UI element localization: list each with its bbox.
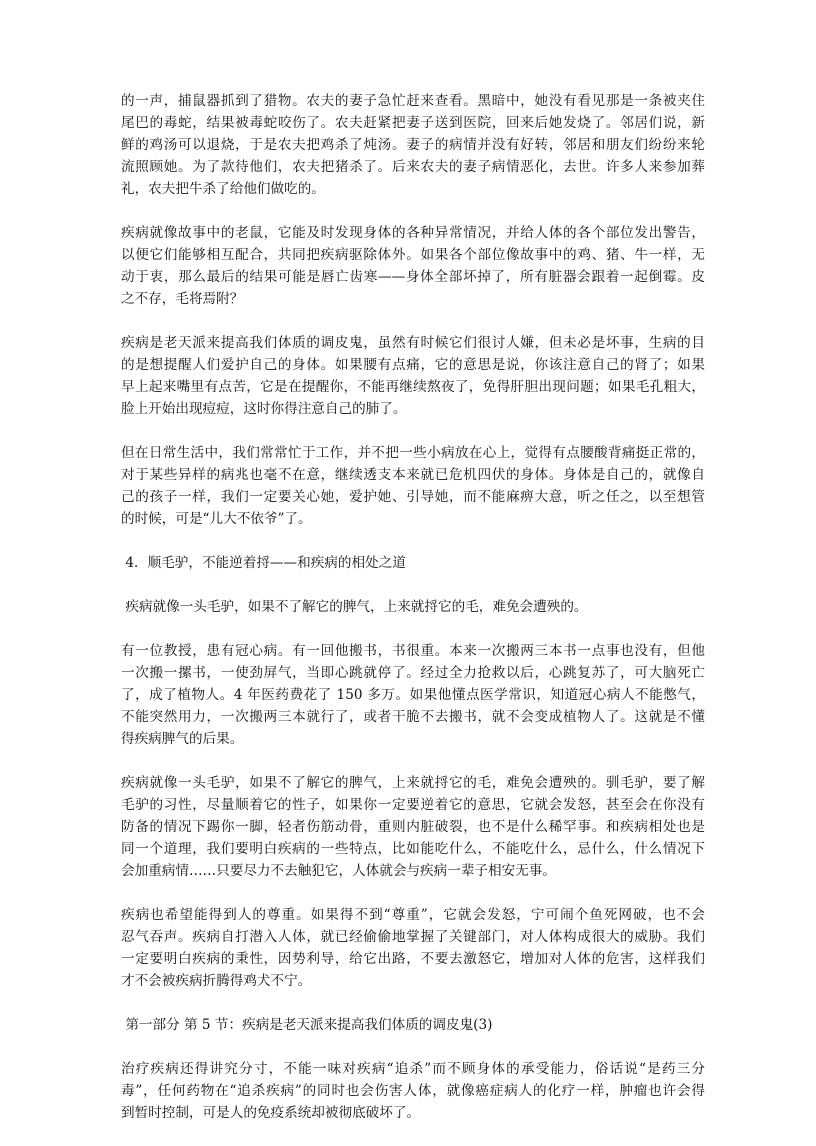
text-line: 会加重病情……只要尽力不去触犯它，人体就会与疾病一辈子相安无事。 xyxy=(121,863,556,879)
text-line: 的一声，捕鼠器抓到了猎物。农夫的妻子急忙赶来查看。黑暗中，她没有看见那是一条被夹住 xyxy=(121,93,705,109)
text-line: 才不会被疾病折腾得鸡犬不宁。 xyxy=(121,973,312,989)
text-line: 对于某些异样的病兆也毫不在意，继续透支本来就已危机四伏的身体。身体是自己的，就像自 xyxy=(121,467,705,483)
text-line: 忍气吞声。疾病自打潜入人体，就已经偷偷地掌握了关键部门，对人体构成很大的威胁。我们 xyxy=(121,929,705,945)
text-line: 治疗疾病还得讲究分寸，不能一味对疾病“追杀”而不顾身体的承受能力，俗话说“是药三分 xyxy=(121,1061,705,1077)
text-line: 有一位教授，患有冠心病。有一回他搬书，书很重。本来一次搬两三本书一点事也没有，但他 xyxy=(121,643,705,659)
paragraph xyxy=(121,222,705,310)
text-line: 动于衷，那么最后的结果可能是唇亡齿寒——身体全部坏掉了，所有脏器会跟着一起倒霉。皮 xyxy=(121,269,705,285)
text-line: 鲜的鸡汤可以退烧，于是农夫把鸡杀了炖汤。妻子的病情并没有好转，邻居和朋友们纷纷来轮 xyxy=(121,137,705,153)
text-line: 同一个道理，我们要明白疾病的一些特点，比如能吃什么，不能吃什么，忌什么，什么情况下 xyxy=(121,841,705,857)
text-line: 以便它们能够相互配合，共同把疾病驱除体外。如果各个部位像故事中的鸡、猪、牛一样，无 xyxy=(121,247,705,263)
text-line: 疾病就像故事中的老鼠，它能及时发现身体的各种异常情况，并给人体的各个部位发出警告， xyxy=(121,225,705,241)
paragraph xyxy=(121,904,705,992)
paragraph xyxy=(121,1014,705,1036)
text-line: 到暂时控制，可是人的免疫系统却被彻底破坏了。 xyxy=(121,1105,421,1121)
text-line: 早上起来嘴里有点苦，它是在提醒你，不能再继续熬夜了，免得肝胆出现问题；如果毛孔粗大， xyxy=(121,379,705,395)
paragraph xyxy=(121,596,705,618)
text-line: 的时候，可是“儿大不依爷”了。 xyxy=(121,511,312,527)
text-line: 疾病也希望能得到人的尊重。如果得不到“尊重”，它就会发怒，宁可闹个鱼死网破，也不会 xyxy=(121,907,705,923)
text-line: 己的孩子一样，我们一定要关心她，爱护她、引导她，而不能麻痹大意，听之任之，以至想管 xyxy=(121,489,705,505)
text-line: 毒”，任何药物在“追杀疾病”的同时也会伤害人体，就像癌症病人的化疗一样，肿瘤也许会得 xyxy=(121,1083,705,1099)
text-line: 得疾病脾气的后果。 xyxy=(121,731,244,747)
paragraph xyxy=(121,1058,705,1124)
text-line: 毛驴的习性，尽量顺着它的性子，如果你一定要逆着它的意思，它就会发怒，甚至会在你没有 xyxy=(121,797,705,813)
text-line: 一定要明白疾病的秉性，因势利导，给它出路，不要去激怒它，增加对人体的危害，这样我们 xyxy=(121,951,705,967)
text-line: 疾病就像一头毛驴，如果不了解它的脾气，上来就捋它的毛，难免会遭殃的。 xyxy=(121,599,588,615)
paragraph xyxy=(121,640,705,750)
text-line: 疾病就像一头毛驴，如果不了解它的脾气，上来就捋它的毛，难免会遭殃的。驯毛驴，要了解 xyxy=(121,775,705,791)
paragraph xyxy=(121,332,705,420)
paragraph xyxy=(121,90,705,200)
text-line: 的是想提醒人们爱护自己的身体。如果腰有点痛，它的意思是说，你该注意自己的肾了；如果 xyxy=(121,357,705,373)
text-line: 之不存，毛将焉附？ xyxy=(121,291,244,307)
text-line: 礼，农夫把牛杀了给他们做吃的。 xyxy=(121,181,325,197)
text-line: 不能突然用力，一次搬两三本就行了，或者干脆不去搬书，就不会变成植物人了。这就是不懂 xyxy=(121,709,705,725)
document-body xyxy=(121,90,705,1146)
text-line: 第一部分 第 5 节：疾病是老天派来提高我们体质的调皮鬼(3) xyxy=(121,1017,493,1033)
text-line: 了，成了植物人。4 年医药费花了 150 多万。如果他懂点医学常识，知道冠心病人不能憋气， xyxy=(121,687,705,703)
text-line: 流照顾她。为了款待他们，农夫把猪杀了。后来农夫的妻子病情恶化，去世。许多人来参加葬 xyxy=(121,159,705,175)
text-line: 但在日常生活中，我们常常忙于工作，并不把一些小病放在心上，觉得有点腰酸背痛挺正常的， xyxy=(121,445,705,461)
paragraph xyxy=(121,442,705,530)
text-line: 脸上开始出现痘痘，这时你得注意自己的肺了。 xyxy=(121,401,407,417)
paragraph xyxy=(121,552,705,574)
text-line: 一次搬一摞书，一使劲屏气，当即心跳就停了。经过全力抢救以后，心跳复苏了，可大脑死亡 xyxy=(121,665,705,681)
text-line: 防备的情况下踢你一脚，轻者伤筋动骨，重则内脏破裂，也不是什么稀罕事。和疾病相处也是 xyxy=(121,819,705,835)
text-line: 4．顺毛驴，不能逆着捋——和疾病的相处之道 xyxy=(121,555,406,571)
text-line: 疾病是老天派来提高我们体质的调皮鬼，虽然有时候它们很讨人嫌，但未必是坏事，生病的目 xyxy=(121,335,705,351)
text-line: 尾巴的毒蛇，结果被毒蛇咬伤了。农夫赶紧把妻子送到医院，回来后她发烧了。邻居们说，新 xyxy=(121,115,705,131)
paragraph xyxy=(121,772,705,882)
